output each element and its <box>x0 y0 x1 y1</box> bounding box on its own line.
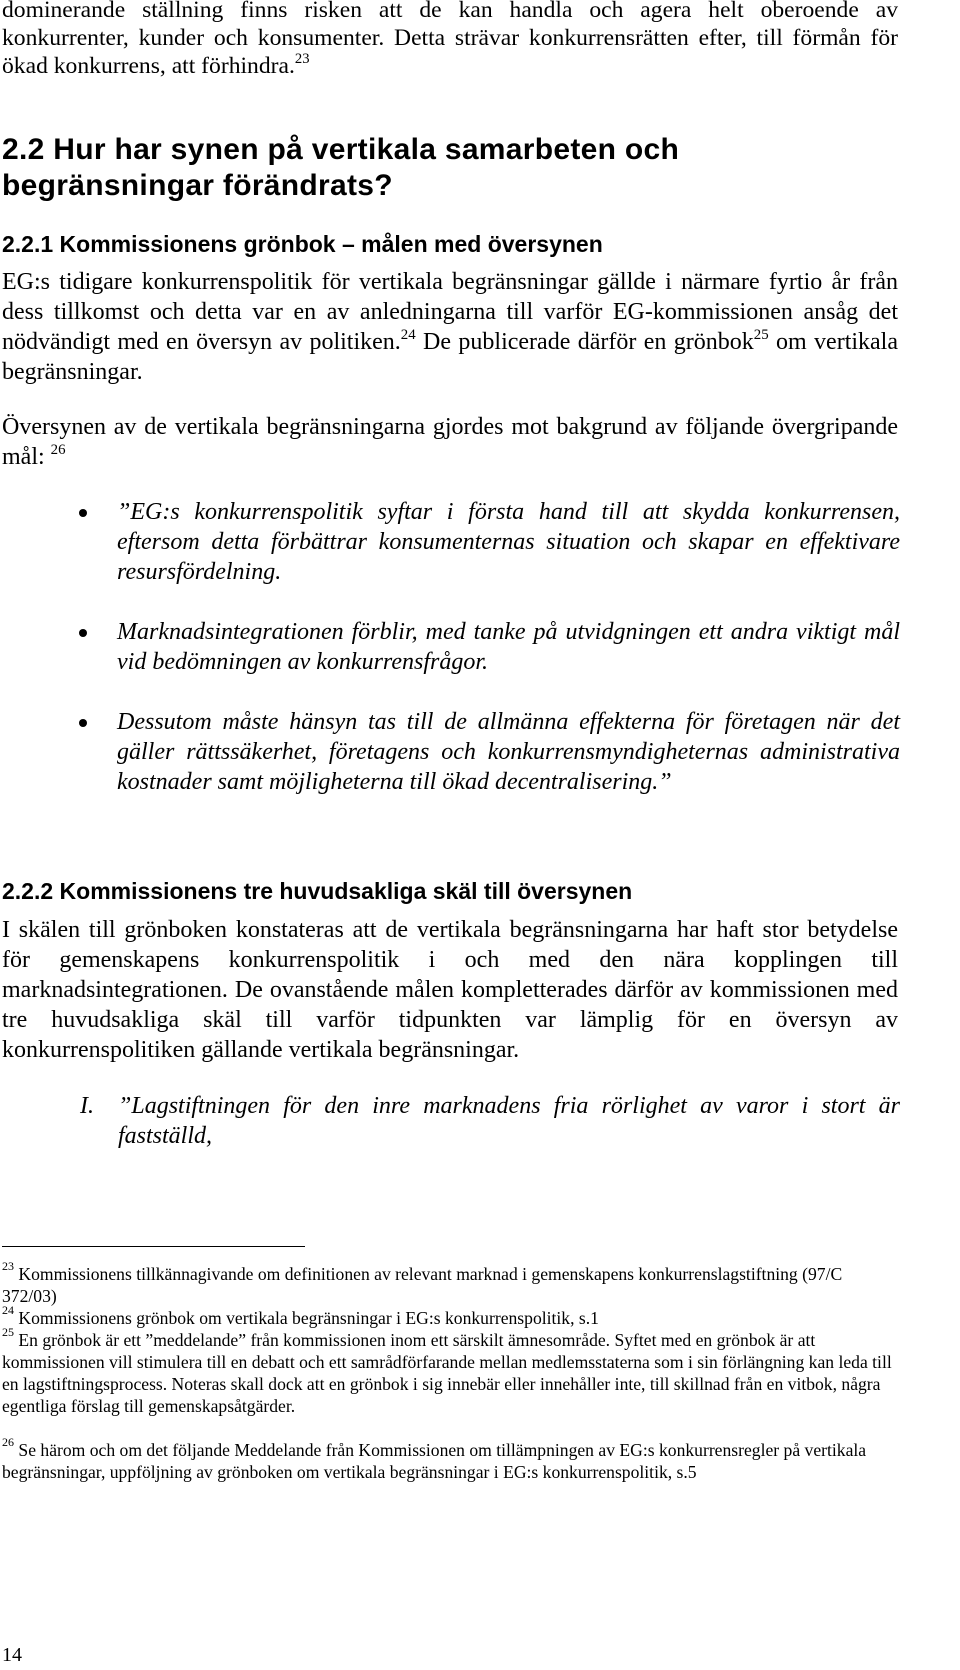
list-item-text: ”EG:s konkurrenspolitik syftar i första hand till att skydda konkurrensen, eftersom detta förbättrar konsumenternas situation och skapar en effektivare resursfördelning. <box>117 499 900 585</box>
footnote-24 <box>2 1302 898 1329</box>
footnote-ref-23[interactable]: 23 <box>294 50 310 67</box>
paragraph-text: om vertikala begränsningar. <box>2 329 898 385</box>
footnote-number: 25 <box>2 1324 14 1339</box>
paragraph-review-goals <box>2 412 898 472</box>
list-item <box>0 707 900 797</box>
footnote-separator <box>2 1246 305 1247</box>
footnote-number: 24 <box>2 1302 14 1317</box>
footnote-text: Se härom och om det följande Meddelande från Kommissionen om tillämpningen av EG:s konkurrensregler på vertikala begränsningar, uppföljning av grönboken om vertikala begränsningar i EG:s konkurrenspolitik, s.5 <box>2 1440 867 1482</box>
paragraph-review-background <box>2 267 898 387</box>
paragraph-three-reasons: I skälen till grönboken konstateras att de vertikala begränsningarna har haft stor betydelse för gemenskapens konkurrenspolitik i och med den nära kopplingen till marknadsintegrationen. De ovanstående målen kompletterades därför av kommissionen med tre huvudsakliga skäl till varför tidpunkten var lämplig för en översyn av konkurrenspolitiken gällande vertikala begränsningar. <box>2 917 898 1063</box>
footnote-25 <box>2 1324 898 1417</box>
paragraph-text: De publicerade därför en grönbok <box>415 329 754 355</box>
bullet-icon <box>79 629 87 637</box>
section-heading: 2.2 Hur har synen på vertikala samarbeten och begränsningar förändrats? <box>2 133 680 202</box>
intro-paragraph-text: dominerande ställning finns risken att de kan handla och agera helt oberoende av konkurrenter, kunder och konsumenter. Detta strävar konkurrensrätten efter, till förmån för ökad konkurrens, att förhindra. <box>2 0 898 79</box>
list-item <box>0 497 900 587</box>
footnote-text: Kommissionens tillkännagivande om definitionen av relevant marknad i gemenskapens konkurrenslagstiftning (97/C 372/03) <box>2 1264 843 1306</box>
footnote-23 <box>2 1258 898 1307</box>
list-item-text: Marknadsintegrationen förblir, med tanke på utvidgningen ett andra viktigt mål vid bedömningen av konkurrensfrågor. <box>117 619 900 675</box>
footnote-ref-24[interactable]: 24 <box>400 326 416 343</box>
footnote-number: 26 <box>2 1434 14 1449</box>
list-item <box>0 617 900 677</box>
page-number: 14 <box>2 1644 22 1666</box>
footnote-ref-25[interactable]: 25 <box>753 326 769 343</box>
roman-numeral: I. <box>80 1093 94 1119</box>
footnote-text: En grönbok är ett ”meddelande” från kommissionen inom ett särskilt ämnesområde. Syftet med en grönbok är att kommissionen vill stimulera till en debatt och ett samrådförfarande mellan medlemsstaterna som i sin förlängning kan leda till en lagstiftningsprocess. Noteras skall dock att en grönbok i sig innebär eller innehåller inte, till skillnad från en vitbok, några egentliga förslag till gemenskapsåtgärder. <box>2 1330 892 1416</box>
footnote-text: Kommissionens grönbok om vertikala begränsningar i EG:s konkurrenspolitik, s.1 <box>18 1308 599 1328</box>
goals-bullet-list <box>0 497 900 827</box>
footnote-26 <box>2 1434 898 1483</box>
paragraph-text: EG:s tidigare konkurrenspolitik för vertikala begränsningar gällde i närmare fyrtio år från dess tillkomst och detta var en av anledningarna till varför EG-kommissionen ansåg det nödvändigt med en översyn av politiken. <box>2 269 898 355</box>
roman-item-text: ”Lagstiftningen för den inre marknadens fria rörlighet av varor i stort är fastställd, <box>118 1093 900 1149</box>
bullet-icon <box>79 719 87 727</box>
bullet-icon <box>79 509 87 517</box>
subsection-heading-2-2-1: 2.2.1 Kommissionens grönbok – målen med översynen <box>2 231 603 257</box>
footnote-number: 23 <box>2 1258 14 1273</box>
list-item-text: Dessutom måste hänsyn tas till de allmänna effekterna för företagen när det gäller rättssäkerhet, företagens och konkurrensmyndigheternas administrativa kostnader samt möjligheterna till ökad decentralisering.” <box>117 709 900 795</box>
intro-paragraph <box>2 0 898 80</box>
subsection-heading-2-2-2: 2.2.2 Kommissionens tre huvudsakliga skäl till översynen <box>2 878 633 904</box>
paragraph-text: Översynen av de vertikala begränsningarna gjordes mot bakgrund av följande övergripande mål: <box>2 414 898 470</box>
roman-list-item <box>80 1091 900 1151</box>
footnote-ref-26[interactable]: 26 <box>50 441 66 458</box>
